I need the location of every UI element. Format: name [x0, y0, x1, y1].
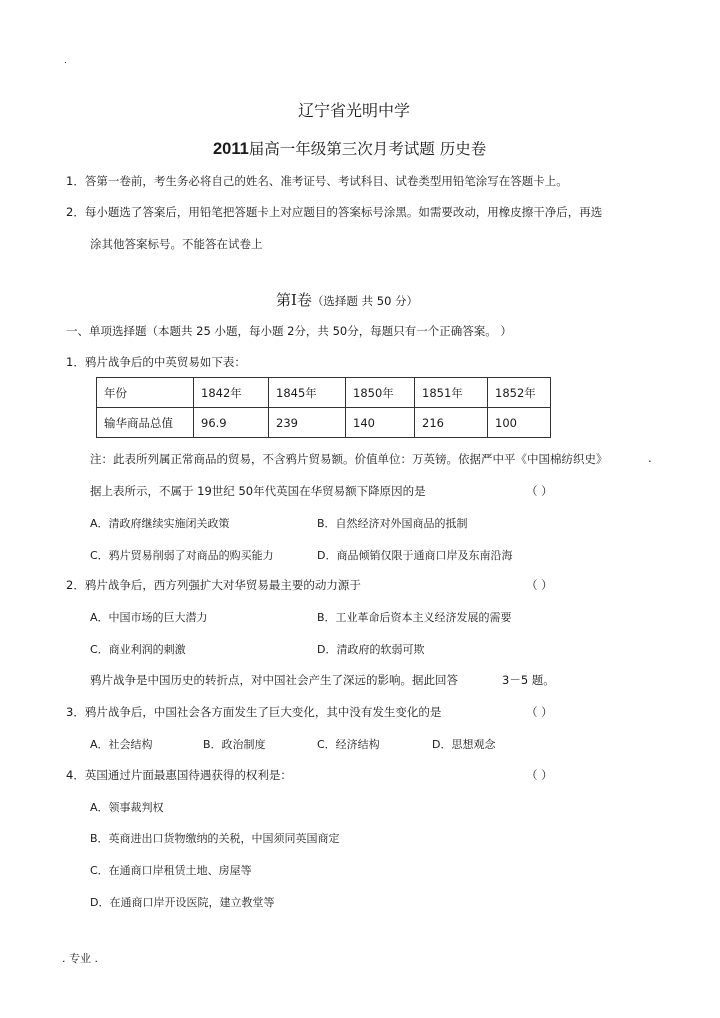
exam-title	[213, 137, 486, 159]
answer-paren: （ ）	[526, 484, 553, 498]
q1-note-end: .	[648, 451, 652, 465]
option-d: D．在通商口岸开设医院，建立教堂等	[90, 896, 275, 909]
option-a: A．清政府继续实施闭关政策	[90, 517, 230, 530]
table-row	[97, 378, 551, 408]
instruction-2-cont: 涂其他答案标号。不能答在试卷上	[90, 237, 263, 251]
option-a: A．社会结构	[90, 738, 153, 751]
table-cell: 1852年	[488, 378, 551, 408]
table-cell: 216	[415, 408, 488, 438]
page-footer: . 专业 .	[62, 952, 98, 965]
page-dot: .	[64, 56, 67, 66]
q3-stem: 3．鸦片战争后，中国社会各方面发生了巨大变化，其中没有发生变化的是	[66, 705, 442, 719]
option-c: C．在通商口岸租赁土地、房屋等	[90, 864, 252, 877]
section-subtitle: （选择题 共 50 分）	[311, 294, 419, 308]
trade-table	[96, 377, 551, 438]
answer-paren: （ ）	[526, 768, 553, 782]
table-cell: 140	[346, 408, 415, 438]
option-a: A．领事裁判权	[90, 801, 164, 814]
passage-text: 鸦片战争是中国历史的转折点，对中国社会产生了深远的影响。据此回答	[90, 673, 458, 687]
q1-note: 注：此表所列属正常商品的贸易，不含鸦片贸易额。价值单位：万英镑。依据严中平《中国棉纺织史》	[90, 452, 608, 466]
table-cell: 年份	[97, 378, 194, 408]
table-cell: 1842年	[194, 378, 269, 408]
passage-range: 3－5 题。	[502, 673, 555, 687]
answer-paren: （ ）	[526, 705, 553, 719]
table-cell: 100	[488, 408, 551, 438]
option-b: B．工业革命后资本主义经济发展的需要	[317, 611, 512, 624]
part-one-heading: 一、单项选择题（本题共 25 小题，每小题 2分，共 50分，每题只有一个正确答案。 ）	[66, 324, 512, 338]
table-cell: 1845年	[269, 378, 346, 408]
section-title	[276, 289, 418, 310]
option-b: B．英商进出口货物缴纳的关税，中国须同英国商定	[90, 832, 340, 845]
option-c: C．鸦片贸易削弱了对商品的购买能力	[90, 549, 274, 562]
exam-title-rest: 届高一年级第三次月考试题 历史卷	[248, 140, 487, 158]
instruction-1: 1．答第一卷前，考生务必将自己的姓名、准考证号、考试科目、试卷类型用铅笔涂写在答题卡上。	[66, 174, 568, 188]
instruction-2: 2．每小题选了答案后，用铅笔把答题卡上对应题目的答案标号涂黑。如需要改动，用橡皮擦干净后，再选	[66, 205, 603, 219]
option-c: C．经济结构	[317, 738, 380, 751]
q4-stem: 4．英国通过片面最惠国待遇获得的权利是：	[66, 768, 292, 782]
q1-ask: 据上表所示，不属于 19世纪 50年代英国在华贸易额下降原因的是	[90, 484, 426, 498]
table-cell: 96.9	[194, 408, 269, 438]
option-b: B．政治制度	[203, 738, 266, 751]
q1-stem: 1．鸦片战争后的中英贸易如下表：	[66, 355, 246, 369]
table-row	[97, 408, 551, 438]
option-b: B．自然经济对外国商品的抵制	[317, 517, 468, 530]
section-title-main: 第Ⅰ卷	[276, 291, 312, 309]
option-d: D．商品倾销仅限于通商口岸及东南沿海	[317, 549, 513, 562]
q2-stem: 2．鸦片战争后，西方列强扩大对华贸易最主要的动力源于	[66, 578, 361, 592]
table-cell: 输华商品总值	[97, 408, 194, 438]
table-cell: 1850年	[346, 378, 415, 408]
option-d: D．思想观念	[432, 738, 496, 751]
option-c: C．商业利润的刺激	[90, 643, 186, 656]
option-a: A．中国市场的巨大潜力	[90, 611, 208, 624]
exam-year: 2011	[213, 140, 249, 158]
table-cell: 1851年	[415, 378, 488, 408]
option-d: D．清政府的软弱可欺	[317, 643, 425, 656]
school-name: 辽宁省光明中学	[298, 101, 411, 120]
answer-paren: （ ）	[526, 578, 553, 592]
table-cell: 239	[269, 408, 346, 438]
